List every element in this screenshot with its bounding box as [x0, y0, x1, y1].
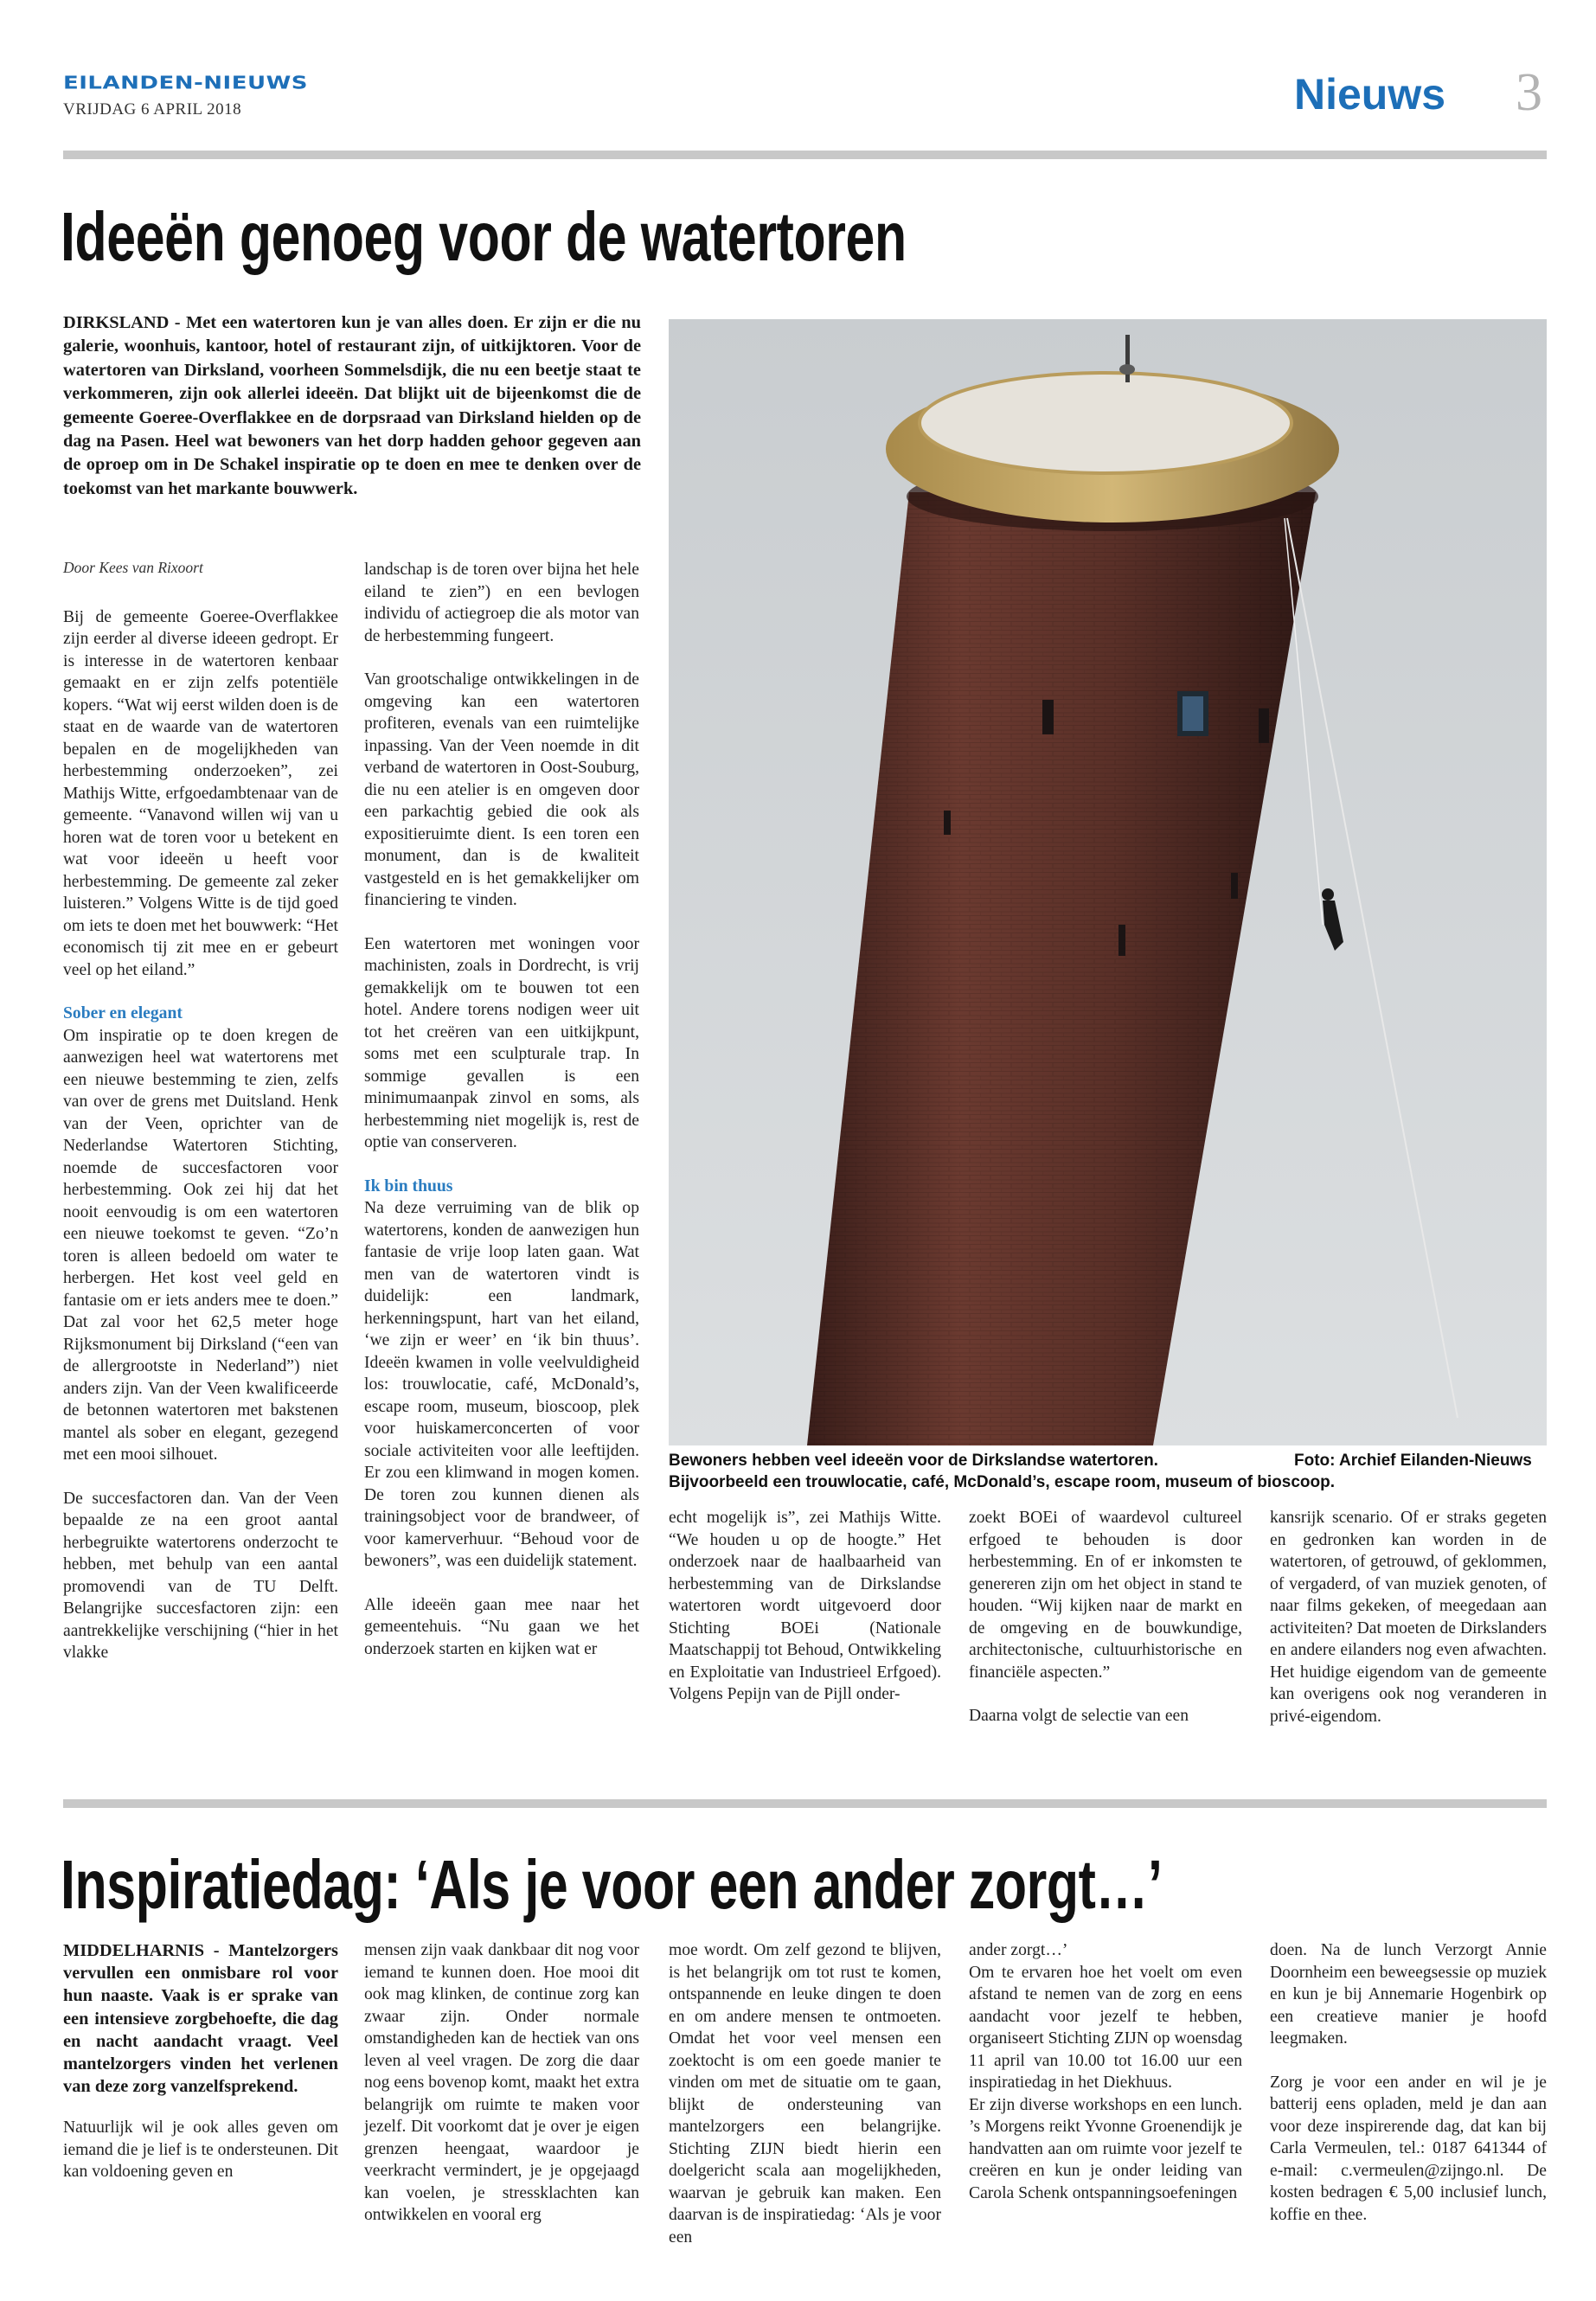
- photo-caption-line-1: Bewoners hebben veel ideeën voor de Dirkslandse watertoren.: [669, 1452, 1158, 1470]
- watertower-photo: [669, 319, 1547, 1445]
- paragraph: Bij de gemeente Goeree-Overflakkee zijn eerder al diverse ideeen gedropt. Er is interesse in de watertoren kenbaar gemaakt en er zijn zelfs potentiële kopers. “Wat wij eerst wilden doen is de staat en de waarde van de watertoren bepalen en de mogelijkheden van herbestemming onderzoeken”, zei Mathijs Witte, erfgoedambtenaar van de gemeente. “Vanavond willen wij van u horen wat de toren voor u betekent en wat voor ideeën u heeft voor herbestemming. De gemeente zal zeker luisteren.” Volgens Witte is de tijd goed om iets te doen met het bouwwerk: “Het economisch tij zit mee en er gebeurt veel op het eiland.”: [63, 607, 338, 979]
- article2-column-2: [364, 1939, 639, 2227]
- issue-date: VRIJDAG 6 APRIL 2018: [63, 100, 242, 119]
- subheading: Sober en elegant: [63, 1004, 183, 1022]
- article2-lead: MIDDELHARNIS - Mantelzorgers vervullen een onmisbare rol voor hun naaste. Vaak is er sprake van een intensieve zorgbehoefte, die dag en nacht aandacht vraagt. Veel mantelzorgers vinden het verlenen van deze zorg vanzelfsprekend.: [63, 1941, 338, 2097]
- paragraph: Natuurlijk wil je ook alles geven om iemand die je lief is te ondersteunen. Dit kan voldoening geven en: [63, 2118, 338, 2182]
- paragraph: mensen zijn vaak dankbaar dit nog voor iemand te kunnen doen. Hoe mooi dit ook mag klinken, de continue zorg kan zwaar zijn. Onder normale omstandigheden kan de hectiek van ons leven al veel vragen. De zorg die daar nog eens bovenop komt, maakt het extra belangrijk om ruimte te maken voor jezelf. Dit voorkomt dat je over je eigen grenzen heengaat, waardoor je veerkracht vermindert, je je opgejaagd kan voelen, je stressklachten kan ontwikkelen en vooral erg: [364, 1941, 639, 2224]
- article2-column-1: [63, 1939, 338, 2183]
- article2-column-3: [669, 1939, 941, 2248]
- paragraph: Zorg je voor een ander en wil je je batterij eens opladen, meld je dan aan voor deze inspirerende dag, dat kan bij Carla Vermeulen, tel.: 0187 641344 of e-mail: c.vermeulen@zijngo.nl. De kosten bedragen € 5,00 inclusief lunch, koffie en thee.: [1270, 2073, 1547, 2224]
- paragraph: landschap is de toren over bijna het hele eiland te zien”) en een bevlogen individu of actiegroep die als motor van de herbestemming fungeert.: [364, 561, 639, 645]
- subheading: Ik bin thuus: [364, 1176, 453, 1195]
- paragraph: echt mogelijk is”, zei Mathijs Witte. “We houden u op de hoogte.” Het onderzoek naar de haalbaarheid van herbestemming van de Dirkslandse watertoren wordt uitgevoerd door Stichting BOEi (Nationale Maatschappij tot Behoud, Ontwikkeling en Exploitatie van Industrieel Erfgoed). Volgens Pepijn van de Pijll onder-: [669, 1509, 941, 1703]
- paragraph: ander zorgt…’: [969, 1941, 1068, 1959]
- paragraph: De succesfactoren dan. Van der Veen bepaalde ze na een groot aantal herbegruikte watertorens onderzocht te hebben, met behulp van een aantal promovendi van de TU Delft. Belangrijke succesfactoren zijn: een aantrekkelijke verschijning (“hier in het vlakke: [63, 1489, 338, 1662]
- article-headline-2: Inspiratiedag: ‘Als je voor een ander zorgt…’: [61, 1846, 1163, 1923]
- paragraph: Er zijn diverse workshops en een lunch. ’s Morgens reikt Yvonne Groenendijk je handvatten aan om ruimte voor jezelf te creëren en kun je onder leiding van Carola Schenk ontspanningsoefeningen: [969, 2095, 1242, 2202]
- byline: Door Kees van Rixoort: [63, 559, 203, 576]
- article2-column-5: [1270, 1939, 1547, 2226]
- article-column-3: [669, 1507, 941, 1706]
- paragraph: Na deze verruiming van de blik op watertorens, konden de aanwezigen hun fantasie de vrije loop laten gaan. Wat men van de watertoren vindt is duidelijk: een landmark, herkenningspunt, hart van het eiland, ‘we zijn er weer’ en ‘ik bin thuus’. Ideeën kwamen in volle veelvuldigheid los: trouwlocatie, café, McDonald’s, escape room, museum, bioscoop, plek voor huiskamerconcerten of voor sociale activiteiten voor alle leeftijden. Er zou een klimwand in mogen komen. De toren zou kunnen dienen als trainingsobject voor de brandweer, of voor kamerverhuur. “Behoud voor de bewoners”, was een duidelijk statement.: [364, 1199, 639, 1570]
- paragraph: Om te ervaren hoe het voelt om even afstand te nemen van de zorg en eens aandacht voor jezelf te hebben, organiseert Stichting ZIJN op woensdag 11 april van 10.00 tot 16.00 uur een inspiratiedag in het Diekhuus.: [969, 1963, 1242, 2092]
- paragraph: Alle ideeën gaan mee naar het gemeentehuis. “Nu gaan we het onderzoek starten en kijken wat er: [364, 1595, 639, 1658]
- photo-credit: Foto: Archief Eilanden-Nieuws: [1294, 1452, 1532, 1470]
- photo-caption-line-2: Bijvoorbeeld een trouwlocatie, café, McDonald’s, escape room, museum of bioscoop.: [669, 1473, 1336, 1491]
- paragraph: zoekt BOEi of waardevol cultureel erfgoed te behouden is door herbestemming. En of er inkomsten te genereren zijn om het object in stand te houden. “Wij kijken naar de markt en de omgeving en de bouwkundige, architectonische, cultuurhistorische en financiële aspecten.”: [969, 1509, 1242, 1682]
- paragraph: Van grootschalige ontwikkelingen in de omgeving kan een watertoren profiteren, evenals van een ruimtelijke inpassing. Van der Veen noemde in dit verband de watertoren in Oost-Souburg, die nu een atelier is en omgeven door een parkachtig gebied die ook als expositieruimte dient. Is een toren een monument, dan is de kwaliteit vastgesteld en is het gemakkelijker om financiering te vinden.: [364, 670, 639, 909]
- paragraph: moe wordt. Om zelf gezond te blijven, is het belangrijk om tot rust te komen, ontspannende en leuke dingen te doen en om andere mensen te ontmoeten. Omdat het voor veel mensen een zoektocht is om een goede manier te vinden om met de situatie om te gaan, blijkt de ondersteuning van mantelzorgers een belangrijke. Stichting ZIJN biedt hierin een doelgericht scala aan mogelijkheden, waarvan je gebruik kan maken. Een daarvan is de inspiratiedag: ‘Als je voor een: [669, 1941, 941, 2247]
- paragraph: kansrijk scenario. Of er straks gegeten en gedronken kan worden in de watertoren, of getrouwd, of geklommen, of vergaderd, of van muziek genoten, of naar films gekeken, of meegedaan aan activiteiten? Dat moeten de Dirkslanders en andere eilanders nog even afwachten. Het huidige eigendom van de gemeente kan overigens ook nog veranderen in privé-eigendom.: [1270, 1509, 1547, 1726]
- article-column-2: [364, 559, 639, 1660]
- paragraph: Een watertoren met woningen voor machinisten, zoals in Dordrecht, is vrij gemakkelijk om te bouwen tot een hotel. Andere torens nodigen weer uit tot het creëren van een uitkijkpunt, soms met een sculpturale trap. In sommige gevallen is een minimumaanpak zinvol en soms, als herbestemming niet mogelijk is, rest de optie van conserveren.: [364, 934, 639, 1151]
- article-divider: [63, 1799, 1547, 1808]
- article2-column-4: [969, 1939, 1242, 2204]
- article-column-4: [969, 1507, 1242, 1727]
- paragraph: Daarna volgt de selectie van een: [969, 1707, 1189, 1725]
- article-lead: DIRKSLAND - Met een watertoren kun je van alles doen. Er zijn er die nu galerie, woonhuis, kantoor, hotel of restaurant zijn, of uitkijktoren. Voor de watertoren van Dirksland, voorheen Sommelsdijk, die nu een beetje staat te verkommeren, zijn ook allerlei ideeën. Dat blijkt uit de bijeenkomst die de gemeente Goeree-Overflakkee en de dorpsraad van Dirksland hielden op de dag na Pasen. Heel wat bewoners van het dorp hadden gehoor gegeven aan de oproep om in De Schakel inspiratie op te doen en mee te denken over de toekomst van het markante bouwwerk.: [63, 313, 641, 498]
- article-headline: Ideeën genoeg voor de watertoren: [61, 198, 907, 275]
- page-number: 3: [1516, 63, 1542, 122]
- paragraph: Om inspiratie op te doen kregen de aanwezigen heel wat watertorens met een nieuwe bestemming te zien, zelfs van over de grens met Duitsland. Henk van der Veen, oprichter van de Nederlandse Watertoren Stichting, noemde de succesfactoren voor herbestemming. Ook zei hij dat het nooit eenvoudig is om een watertoren een nieuwe toekomst te geven. “Zo’n toren is alleen bedoeld om water te herbergen. Het kost veel geld en fantasie om er iets anders mee te doen.” Dat zal voor het 62,5 meter hoge Rijksmonument bij Dirksland (“een van de allergrootste in Nederland”) niet anders zijn. Van der Veen kwalificeerde de betonnen watertoren met bakstenen mantel als sober en elegant, gezegend met een mooi silhouet.: [63, 1026, 338, 1464]
- article-column-1: [63, 557, 338, 1664]
- top-divider: [63, 151, 1547, 159]
- watertower-illustration: [669, 319, 1547, 1445]
- article-column-5: [1270, 1507, 1547, 1727]
- section-title: Nieuws: [1294, 70, 1446, 119]
- paragraph: doen. Na de lunch Verzorgt Annie Doornheim een beweegsessie op muziek en kun je bij Annemarie Hogenbirk op een creatieve manier je hoofd leegmaken.: [1270, 1941, 1547, 2048]
- newspaper-logo: EILANDEN-NIEUWS: [63, 73, 308, 93]
